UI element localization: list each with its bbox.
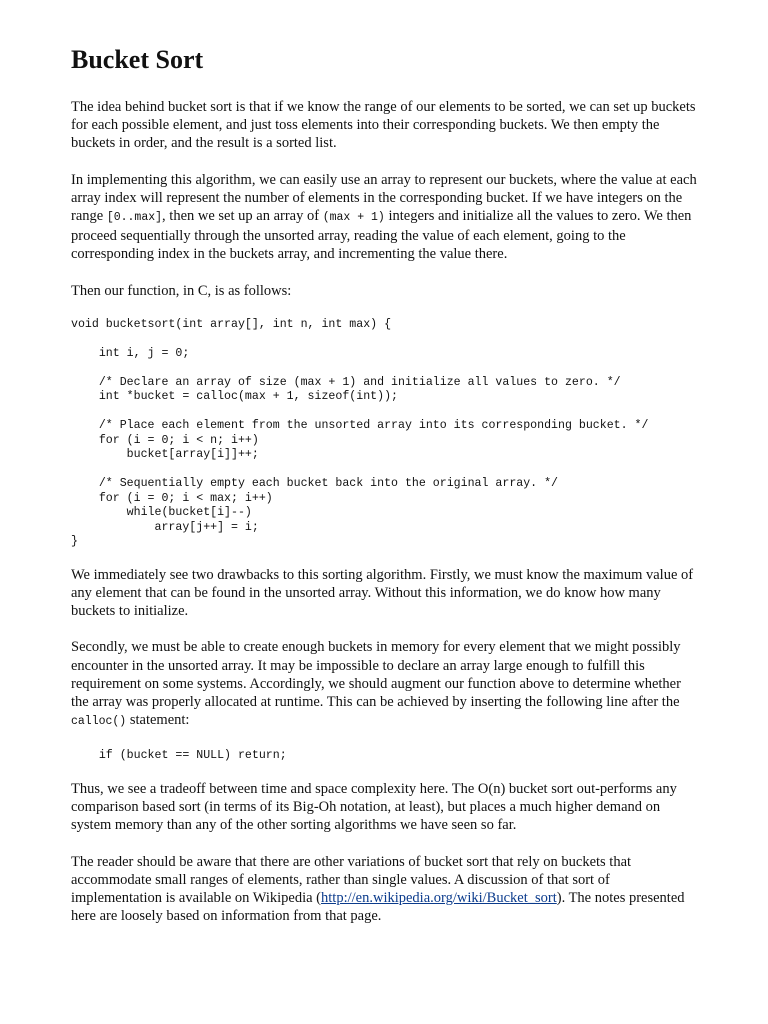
code-line bbox=[71, 405, 697, 420]
tradeoff-paragraph: Thus, we see a tradeoff between time and space complexity here. The O(n) bucket sort out-performs any comparison based sort (in terms of its Big-Oh notation, at least), but places a much higher demand on system memory than any of the other sorting algorithms we have seen so far. bbox=[71, 780, 677, 834]
code-line: int *bucket = calloc(max + 1, sizeof(int)); bbox=[71, 390, 398, 404]
page-title: Bucket Sort bbox=[71, 45, 204, 74]
range-code: [0..max] bbox=[106, 211, 163, 225]
code-line: while(bucket[i]--) bbox=[71, 506, 252, 520]
code-line: } bbox=[71, 535, 78, 549]
code-line: for (i = 0; i < max; i++) bbox=[71, 491, 273, 505]
function-intro-paragraph: Then our function, in C, is as follows: bbox=[71, 282, 292, 299]
drawbacks-paragraph: We immediately see two drawbacks to this sorting algorithm. Firstly, we must know the maximum value of any element that can be found in the unsorted array. Without this information, we do know how many buckets to initialize. bbox=[71, 566, 694, 620]
secondly-text-2: statement: bbox=[126, 712, 190, 729]
calloc-code: calloc() bbox=[71, 715, 127, 729]
implementation-paragraph bbox=[71, 171, 697, 264]
code-line: int i, j = 0; bbox=[71, 346, 190, 360]
secondly-paragraph bbox=[71, 638, 697, 731]
secondly-text-1: Secondly, we must be able to create enough buckets in memory for every element that we might possibly encounter in the unsorted array. It may be impossible to declare an array large enough to fulfill this requirement on some systems. Accordingly, we should augment our function above to determine whether the array was properly allocated at runtime. This can be achieved by inserting the following line after the bbox=[71, 639, 681, 711]
code-line: /* Declare an array of size (max + 1) and initialize all values to zero. */ bbox=[71, 375, 621, 389]
impl-text-1: In implementing this algorithm, we can easily use an array to represent our buckets, where the value at each array index will represent the number of elements in the corresponding bucket. If we have integers on the range bbox=[71, 171, 697, 225]
code-line: if (bucket == NULL) return; bbox=[71, 749, 287, 763]
code-line bbox=[71, 332, 697, 347]
code-line: array[j++] = i; bbox=[71, 520, 259, 534]
null-check-code bbox=[71, 749, 697, 764]
code-line bbox=[71, 463, 697, 478]
code-line: bucket[array[i]]++; bbox=[71, 448, 259, 462]
code-line: /* Place each element from the unsorted array into its corresponding bucket. */ bbox=[71, 419, 649, 433]
closing-text-2: ). The notes presented here are loosely based on information from that page. bbox=[71, 889, 685, 925]
code-line: /* Sequentially empty each bucket back into the original array. */ bbox=[71, 477, 559, 491]
closing-text-1: The reader should be aware that there are other variations of bucket sort that rely on buckets that accommodate small ranges of elements, rather than single values. A discussion of that sort of implementation is available on Wikipedia ( bbox=[71, 853, 632, 906]
impl-text-3: integers and initialize all the values to zero. We then proceed sequentially through the unsorted array, reading the value of each element, going to the corresponding index in the buckets array, and incrementing the value there. bbox=[71, 208, 692, 263]
code-line: void bucketsort(int array[], int n, int max) { bbox=[71, 317, 392, 331]
intro-paragraph: The idea behind bucket sort is that if we know the range of our elements to be sorted, we can set up buckets for each possible element, and just toss elements into their corresponding buckets. We then empty the buckets in order, and the result is a sorted list. bbox=[71, 99, 696, 152]
wikipedia-link[interactable]: http://en.wikipedia.org/wiki/Bucket_sort bbox=[321, 889, 557, 906]
size-code: (max + 1) bbox=[322, 211, 385, 225]
closing-paragraph bbox=[71, 853, 697, 926]
code-block bbox=[71, 318, 697, 550]
code-line: for (i = 0; i < n; i++) bbox=[71, 433, 259, 447]
impl-text-2: , then we set up an array of bbox=[162, 208, 323, 225]
code-line bbox=[71, 361, 697, 376]
